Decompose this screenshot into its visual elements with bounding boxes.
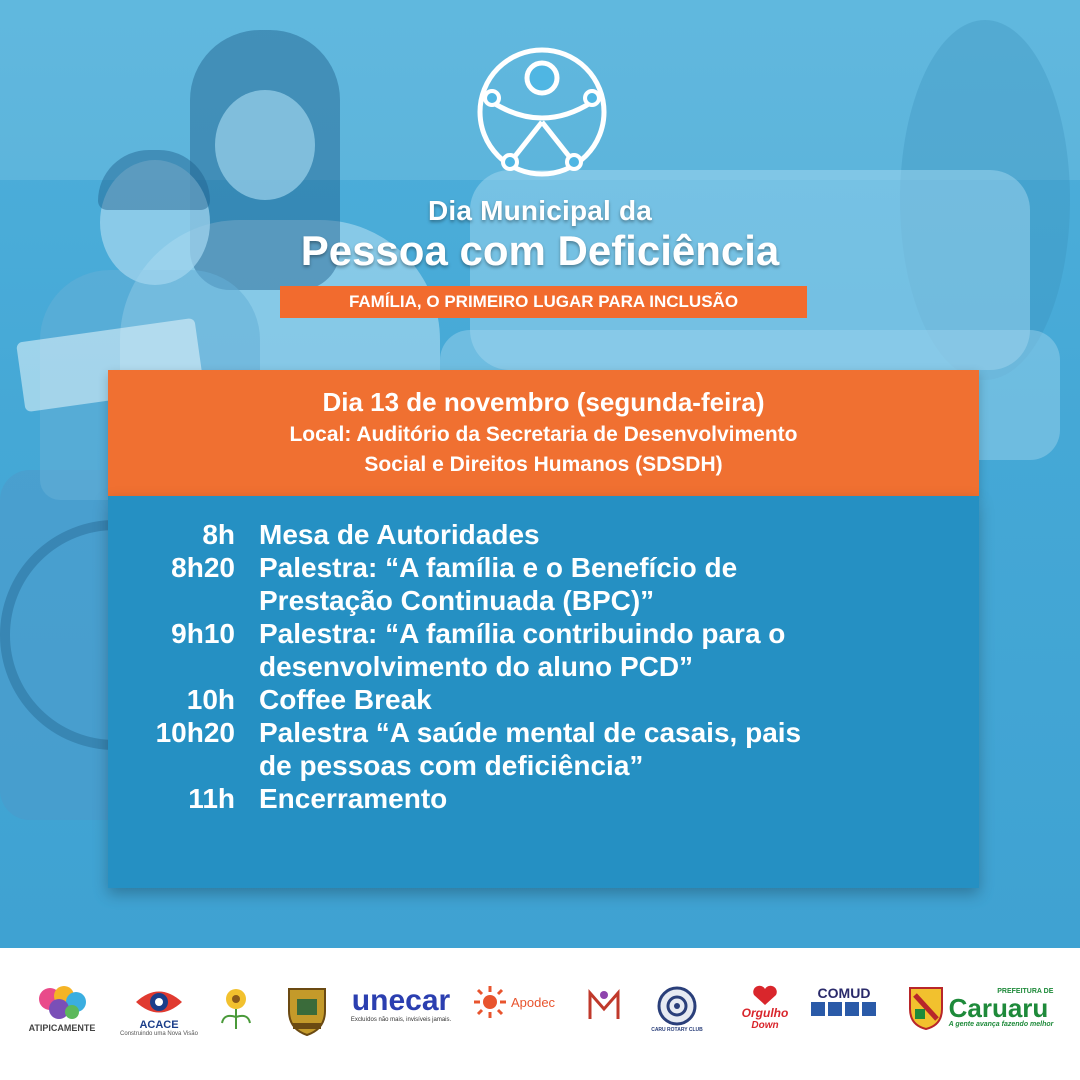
schedule-line: Mesa de Autoridades xyxy=(259,519,540,550)
partner-logo-acace: ACACE Construindo uma Nova Visão xyxy=(118,985,200,1037)
partner-logo-orgulho-down: Orgulho Down xyxy=(728,985,802,1031)
schedule-description xyxy=(259,617,939,683)
partner-logo-apodec: Apodec xyxy=(466,985,562,1019)
schedule-line: Palestra “A saúde mental de casais, pais xyxy=(259,717,802,748)
schedule-item xyxy=(108,683,979,716)
schedule-description xyxy=(259,716,939,782)
schedule-description xyxy=(259,782,939,815)
schedule-line: desenvolvimento do aluno PCD” xyxy=(259,651,694,682)
event-info-box xyxy=(108,370,979,496)
brain-icon xyxy=(32,985,92,1021)
partner-logo-shield xyxy=(282,985,332,1037)
theme-banner: FAMÍLIA, O PRIMEIRO LUGAR PARA INCLUSÃO xyxy=(280,286,807,318)
partner-logo-council xyxy=(572,985,636,1025)
sunflower-icon xyxy=(216,985,256,1037)
partner-logo-prefeitura-caruaru: PREFEITURA DE Caruaru A gente avança fazendo melhor xyxy=(888,985,1072,1031)
schedule-item xyxy=(108,716,979,782)
partner-logo-flower-seal xyxy=(212,985,260,1037)
eye-icon xyxy=(133,985,185,1019)
schedule-description xyxy=(259,683,939,716)
schedule-line: Palestra: “A família contribuindo para o xyxy=(259,618,786,649)
schedule-time: 11h xyxy=(188,783,235,814)
schedule-line: de pessoas com deficiência” xyxy=(259,750,644,781)
schedule-time: 9h10 xyxy=(171,618,235,649)
schedule-item xyxy=(108,518,979,551)
event-location-line-1: Local: Auditório da Secretaria de Desenvolvimento xyxy=(289,423,798,446)
title-line-1: Dia Municipal da xyxy=(427,195,653,226)
schedule-time: 10h xyxy=(186,684,235,715)
schedule-time: 8h xyxy=(202,519,235,550)
schedule-line: Encerramento xyxy=(259,783,448,814)
shield-icon xyxy=(285,985,329,1037)
schedule-box xyxy=(108,496,979,888)
partner-logo-comud: COMUD xyxy=(806,985,882,1017)
sun-icon xyxy=(473,985,507,1019)
accessibility-symbols-icon xyxy=(810,1001,878,1017)
schedule-line: Prestação Continuada (BPC)” xyxy=(259,585,655,616)
schedule-time: 8h20 xyxy=(171,552,235,583)
schedule-item xyxy=(108,617,979,683)
schedule-line: Palestra: “A família e o Benefício de xyxy=(259,552,738,583)
heart-icon xyxy=(751,985,779,1007)
schedule-time: 10h20 xyxy=(155,717,235,748)
partner-logo-atipicamente: ATIPICAMENTE xyxy=(20,985,104,1033)
partner-logo-unecar: unecar Excluídos não mais, invisíveis jamais. xyxy=(350,984,452,1023)
accessibility-icon xyxy=(472,42,612,182)
schedule-item xyxy=(108,551,979,617)
schedule-description xyxy=(259,518,939,551)
event-location-line-2: Social e Direitos Humanos (SDSDH) xyxy=(364,453,723,476)
rotary-wheel-icon xyxy=(656,985,698,1027)
schedule-item xyxy=(108,782,979,815)
monogram-icon xyxy=(584,985,624,1025)
schedule-description xyxy=(259,551,939,617)
title-line-2: Pessoa com Deficiência xyxy=(300,227,780,274)
event-title xyxy=(0,195,1080,275)
caruaru-coat-of-arms-icon xyxy=(907,985,945,1031)
schedule-line: Coffee Break xyxy=(259,684,432,715)
partner-logo-rotary: CARU ROTARY CLUB xyxy=(648,985,706,1033)
event-date: Dia 13 de novembro (segunda-feira) xyxy=(322,387,765,417)
